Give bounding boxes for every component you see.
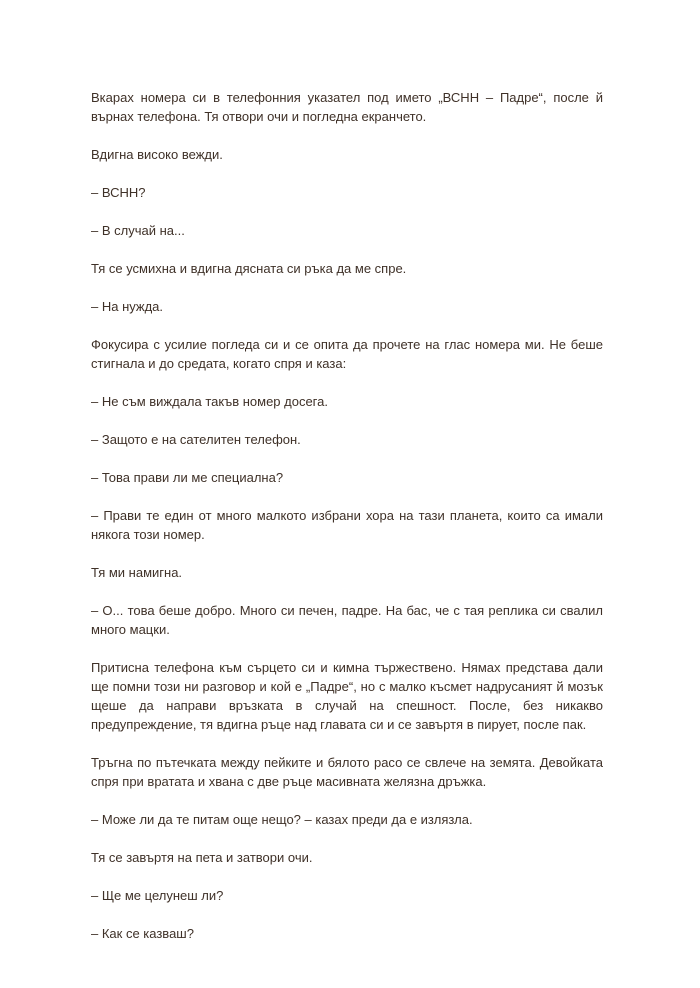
paragraph: – ВСНН? bbox=[91, 185, 146, 200]
paragraph: – Ще ме целунеш ли? bbox=[91, 888, 224, 903]
paragraph: – В случай на... bbox=[91, 223, 185, 238]
paragraph: – На нужда. bbox=[91, 299, 164, 314]
paragraph: Тя се завъртя на пета и затвори очи. bbox=[91, 850, 313, 865]
paragraph: Тя ми намигна. bbox=[91, 565, 183, 580]
paragraph: Вкарах номера си в телефонния указател под името „ВСНН – Падре“, после й върнах телефона. Тя отвори очи и погледна екранчето. bbox=[91, 90, 603, 124]
paragraph: – Не съм виждала такъв номер досега. bbox=[91, 394, 328, 409]
paragraph: – Това прави ли ме специална? bbox=[91, 470, 284, 485]
paragraph: Вдигна високо вежди. bbox=[91, 147, 223, 162]
paragraph: – О... това беше добро. Много си печен, падре. На бас, че с тая реплика си свалил много мацки. bbox=[91, 603, 603, 637]
paragraph: Тръгна по пътечката между пейките и бялото расо се свлече на земята. Девойката спря при вратата и хвана с две ръце масивната желязна дръжка. bbox=[91, 755, 603, 789]
body-text bbox=[91, 88, 603, 962]
paragraph: – Може ли да те питам още нещо? – казах преди да е излязла. bbox=[91, 812, 473, 827]
paragraph: – Как се казваш? bbox=[91, 926, 194, 941]
paragraph: Тя се усмихна и вдигна дясната си ръка да ме спре. bbox=[91, 261, 407, 276]
paragraph: – Прави те един от много малкото избрани хора на тази планета, които са имали някога този номер. bbox=[91, 508, 603, 542]
paragraph: – Защото е на сателитен телефон. bbox=[91, 432, 301, 447]
paragraph: Притисна телефона към сърцето си и кимна тържествено. Нямах представа дали ще помни този ни разговор и кой е „Падре“, но с малко късмет надрусаният й мозък щеше да направи връзката в случай на спешност. После, без никакво предупреждение, тя вдигна ръце над главата си и се завъртя в пирует, после пак. bbox=[91, 660, 603, 732]
paragraph: Фокусира с усилие погледа си и се опита да прочете на глас номера ми. Не беше стигнала и до средата, когато спря и каза: bbox=[91, 337, 603, 371]
